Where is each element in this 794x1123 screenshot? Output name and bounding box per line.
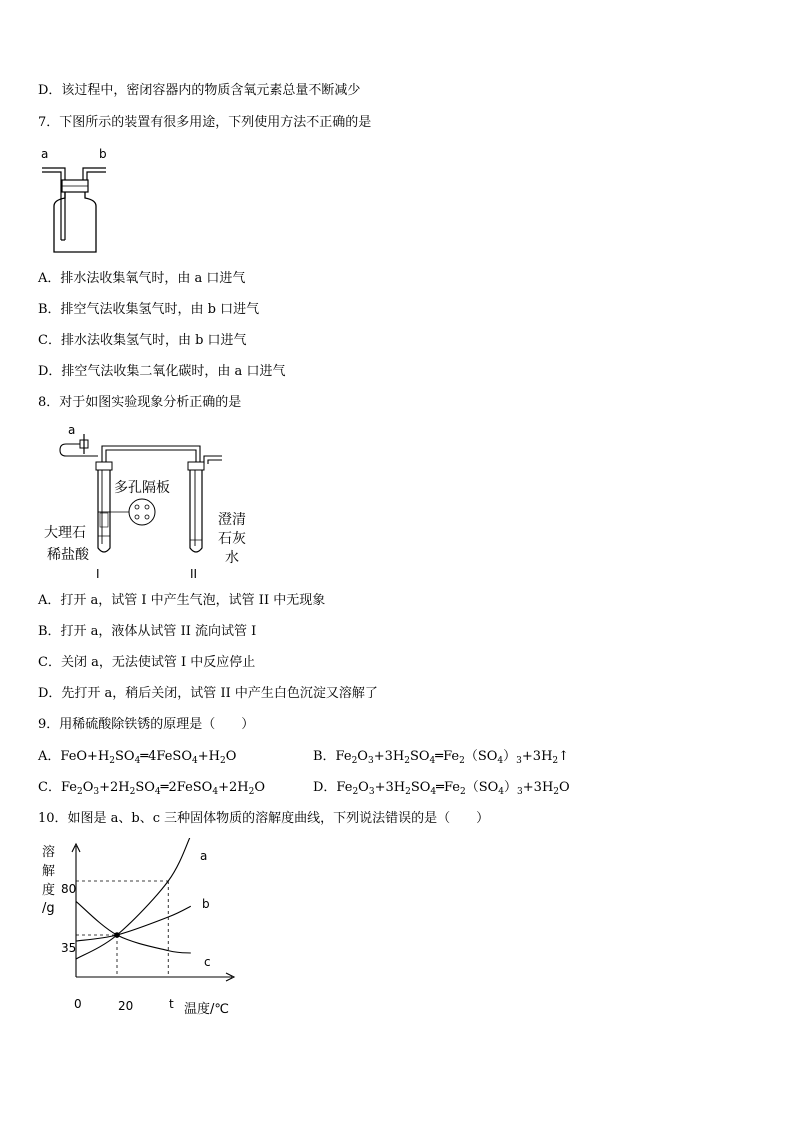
label-hydrochloric-acid: 稀盐酸	[47, 547, 89, 563]
q9-option-a: A．$FeO+H_2SO_4═4FeSO_4+H_2O$	[38, 749, 237, 766]
tube-a-inner	[42, 172, 61, 240]
curve-a	[76, 838, 191, 959]
xtick-0: 0	[74, 997, 82, 1011]
q8-option-b: B．打开 a，液体从试管 II 流向试管 I	[38, 624, 257, 639]
q10-stem: 10．如图是 a、b、c 三种固体物质的溶解度曲线，下列说法错误的是（ ）	[38, 811, 490, 826]
xlabel: 温度/℃	[184, 1002, 229, 1017]
curve-c	[76, 901, 191, 953]
bottle	[54, 192, 96, 252]
label-tube-1: I	[96, 567, 100, 581]
ylabel-char-1: 溶	[42, 845, 56, 860]
q7-option-a: A．排水法收集氧气时，由 a 口进气	[38, 271, 246, 286]
test-tube-1	[98, 470, 110, 552]
q9-option-d: D．$Fe_2O_3+3H_2SO_4═Fe_2(SO_4)_3+3H_2O$	[313, 780, 570, 797]
q9-option-c: C．$Fe_2O_3+2H_2SO_4═2FeSO_4+2H_2O$	[38, 780, 265, 797]
intersection-point	[114, 932, 120, 938]
q8-option-a: A．打开 a，试管 I 中产生气泡，试管 II 中无现象	[38, 593, 326, 608]
ytick-35: 35	[61, 941, 77, 955]
co2-apparatus-figure	[40, 420, 260, 582]
ytick-80: 80	[61, 882, 77, 896]
q7-option-b: B．排空气法收集氢气时，由 b 口进气	[38, 302, 260, 317]
xtick-20: 20	[118, 999, 134, 1013]
q7-option-d: D．排空气法收集二氧化碳时，由 a 口进气	[38, 364, 286, 379]
q7-option-c: C．排水法收集氢气时，由 b 口进气	[38, 333, 247, 348]
q9-option-b: B．$Fe_2O_3+3H_2SO_4═Fe_2(SO_4)_3+3H_2↑$	[313, 749, 570, 766]
q6-option-d: D．该过程中，密闭容器内的物质含氧元素总量不断减少	[38, 83, 361, 98]
label-limewater-2: 石灰	[218, 531, 246, 547]
gas-bottle-figure	[36, 140, 116, 258]
fig8-label-a: a	[68, 423, 76, 437]
label-limewater-1: 澄清	[218, 512, 246, 528]
fig7-label-b: b	[99, 147, 107, 161]
q7-stem: 7．下图所示的装置有很多用途，下列使用方法不正确的是	[38, 115, 372, 130]
series-label-b: b	[202, 897, 210, 911]
curve-b	[76, 906, 191, 941]
ylabel-char-2: 解	[42, 864, 56, 879]
series-label-a: a	[200, 849, 208, 863]
xtick-t: t	[169, 997, 174, 1011]
fig7-label-a: a	[41, 147, 49, 161]
stopper-2	[188, 462, 204, 470]
ylabel-char-3: 度	[42, 883, 56, 898]
q8-stem: 8．对于如图实验现象分析正确的是	[38, 395, 242, 410]
stopper-1	[96, 462, 112, 470]
tube-b-inner	[87, 172, 106, 180]
label-marble: 大理石	[44, 525, 86, 541]
q8-option-d: D．先打开 a，稍后关闭，试管 II 中产生白色沉淀又溶解了	[38, 686, 378, 701]
label-porous-plate: 多孔隔板	[114, 480, 170, 496]
q9-stem: 9．用稀硫酸除铁锈的原理是（ ）	[38, 717, 255, 732]
series-label-c: c	[204, 955, 211, 969]
label-tube-2: II	[190, 567, 198, 581]
q8-option-c: C．关闭 a，无法使试管 I 中反应停止	[38, 655, 256, 670]
solubility-curve-chart	[36, 838, 246, 1018]
ylabel-char-4: /g	[42, 901, 55, 916]
label-limewater-3: 水	[225, 550, 239, 566]
